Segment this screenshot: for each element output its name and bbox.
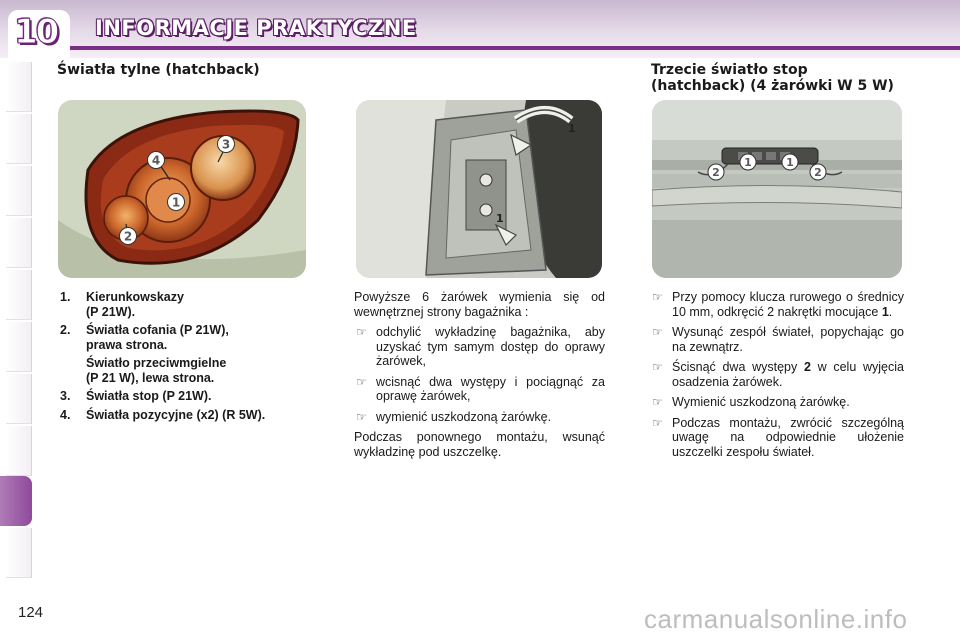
header-accent-line: [40, 46, 960, 50]
list-item: ☞ Wysunąć zespół świateł, popychając go na zewnątrz.: [652, 325, 904, 354]
side-tab-active[interactable]: [0, 476, 32, 526]
svg-text:1: 1: [786, 156, 794, 169]
list-item: ☞ Przy pomocy klucza rurowego o średnicy 10 mm, odkręcić 2 nakrętki mocujące 1.: [652, 290, 904, 319]
svg-text:2: 2: [123, 229, 133, 244]
trunk-access-illustration: [356, 100, 602, 278]
side-tab[interactable]: [6, 114, 32, 164]
side-tab[interactable]: [6, 374, 32, 424]
list-item: 2. Światła cofania (P 21W), prawa strona. Światło przeciwmgielne (P 21 W), lewa strona.: [60, 323, 229, 385]
callout-2: [810, 164, 826, 180]
callout-1: [740, 154, 756, 170]
svg-text:2: 2: [712, 166, 720, 179]
svg-text:1: 1: [744, 156, 752, 169]
watermark: carmanualsonline.info: [644, 604, 908, 634]
instruction-outro: Podczas ponownego montażu, wsunąć wykładzinę pod uszczelkę.: [354, 430, 605, 459]
list-item: 1. Kierunkowskazy (P 21W).: [60, 290, 184, 319]
callout-1: [168, 194, 185, 211]
bulb-list: [56, 290, 326, 426]
list-item: ☞ wcisnąć dwa występy i pociągnąć za oprawę żarówek,: [356, 374, 605, 403]
section-title-third-stop-light: Trzecie światło stop (hatchback) (4 żarówki W 5 W): [651, 62, 894, 94]
section-title-rear-lights: Światła tylne (hatchback): [57, 62, 260, 78]
callout-3: [218, 136, 235, 153]
side-tab[interactable]: [6, 426, 32, 476]
side-tab[interactable]: [6, 218, 32, 268]
middle-instructions: [354, 290, 605, 465]
side-tab[interactable]: [6, 528, 32, 578]
svg-text:1: 1: [171, 195, 181, 210]
side-tab[interactable]: [6, 166, 32, 216]
list-item: 3. Światła stop (P 21W).: [60, 389, 212, 403]
rear-light-illustration: [58, 100, 306, 278]
svg-text:2: 2: [814, 166, 822, 179]
list-item: ☞ Ścisnąć dwa występy 2 w celu wyjęcia osadzenia żarówek.: [652, 360, 904, 389]
instruction-intro: Powyższe 6 żarówek wymienia się od wewnętrznej strony bagażnika :: [354, 290, 605, 319]
right-instructions: [650, 290, 904, 465]
list-item: 4. Światła pozycyjne (x2) (R 5W).: [60, 407, 266, 422]
svg-text:4: 4: [151, 153, 161, 168]
side-tab[interactable]: [6, 62, 32, 112]
callout-1: 1: [496, 212, 504, 225]
list-item: ☞ Podczas montażu, zwrócić szczególną uwagę na odpowiednie ułożenie uszczelki zespołu świateł.: [652, 415, 904, 459]
side-tab[interactable]: [6, 322, 32, 372]
page-title: INFORMACJE PRAKTYCZNE: [95, 16, 417, 40]
list-item: ☞ Wymienić uszkodzoną żarówkę.: [652, 395, 850, 409]
chapter-number: 10: [14, 12, 58, 52]
callout-2: [708, 164, 724, 180]
callout-2: [120, 228, 137, 245]
list-item: ☞ wymienić uszkodzoną żarówkę.: [356, 409, 552, 424]
page-number: 124: [18, 604, 44, 621]
svg-text:3: 3: [221, 137, 231, 152]
chapter-side-tabs: [0, 62, 34, 582]
list-item: ☞ odchylić wykładzinę bagażnika, aby uzyskać tym samym dostęp do oprawy żarówek,: [356, 325, 605, 368]
callout-4: [148, 152, 165, 169]
callout-1: 1: [568, 122, 576, 135]
side-tab[interactable]: [6, 270, 32, 320]
callout-1: [782, 154, 798, 170]
third-stop-light-illustration: [652, 100, 902, 278]
